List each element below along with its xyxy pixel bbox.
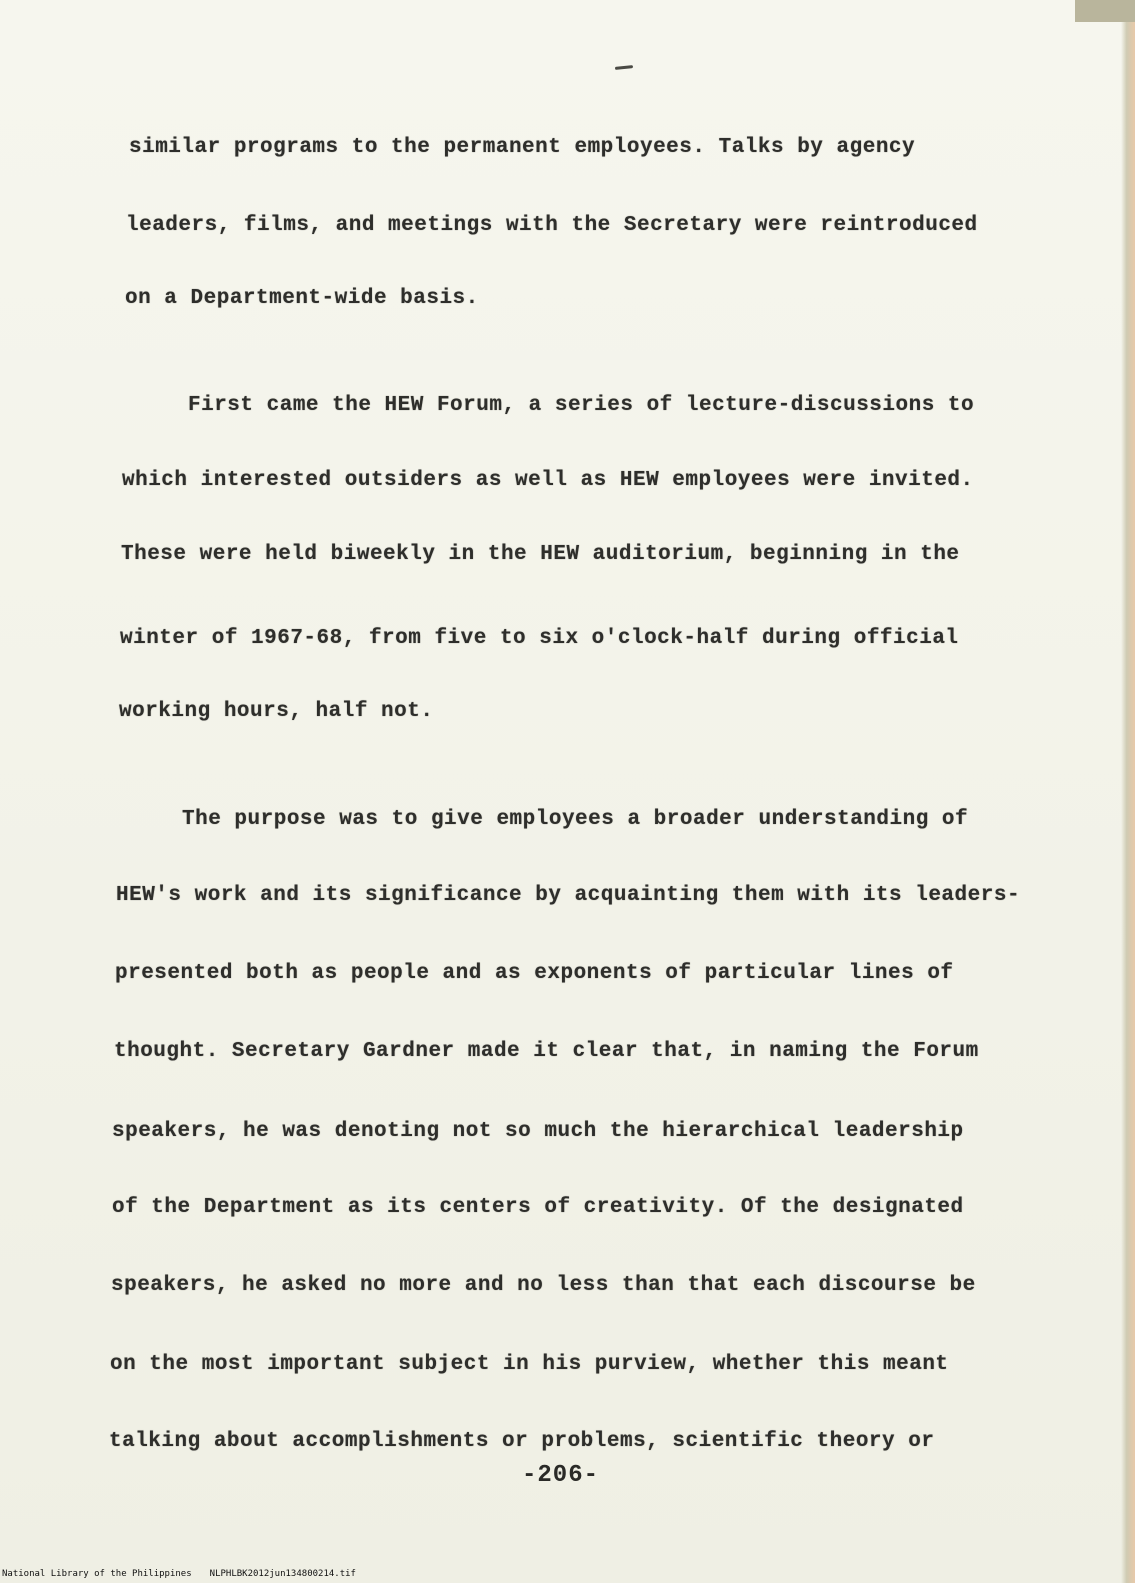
text-line-4: First came the HEW Forum, a series of lecture-discussions to (188, 394, 975, 417)
text-line-6: These were held biweekly in the HEW auditorium, beginning in the (121, 543, 960, 566)
page-corner-shadow (1075, 0, 1135, 22)
text-line-13: speakers, he was denoting not so much the hierarchical leadership (112, 1120, 964, 1143)
text-line-15: speakers, he asked no more and no less than that each discourse be (111, 1274, 976, 1297)
text-line-14: of the Department as its centers of creativity. Of the designated (112, 1196, 964, 1219)
text-line-2: leaders, films, and meetings with the Secretary were reintroduced (126, 214, 978, 237)
text-line-16: on the most important subject in his purview, whether this meant (110, 1353, 949, 1376)
text-line-9: The purpose was to give employees a broader understanding of (182, 808, 969, 831)
ink-smudge (615, 65, 633, 70)
footer-file-id: NLPHLBK2012jun134800214.tif (209, 1569, 356, 1579)
text-line-8: working hours, half not. (119, 700, 434, 723)
text-line-10: HEW's work and its significance by acquainting them with its leaders- (116, 884, 1021, 907)
scan-footer (2, 1569, 356, 1579)
text-line-1: similar programs to the permanent employees. Talks by agency (129, 136, 916, 159)
text-line-12: thought. Secretary Gardner made it clear that, in naming the Forum (114, 1040, 979, 1063)
page-number: -206- (522, 1462, 600, 1489)
text-line-11: presented both as people and as exponents of particular lines of (115, 962, 954, 985)
footer-library: National Library of the Philippines (2, 1569, 192, 1579)
text-line-5: which interested outsiders as well as HEW employees were invited. (122, 469, 974, 492)
text-line-17: talking about accomplishments or problems, scientific theory or (109, 1430, 935, 1453)
page-edge (1121, 0, 1135, 1583)
text-line-7: winter of 1967-68, from five to six o'clock-half during official (120, 627, 959, 650)
text-line-3: on a Department-wide basis. (125, 287, 479, 310)
